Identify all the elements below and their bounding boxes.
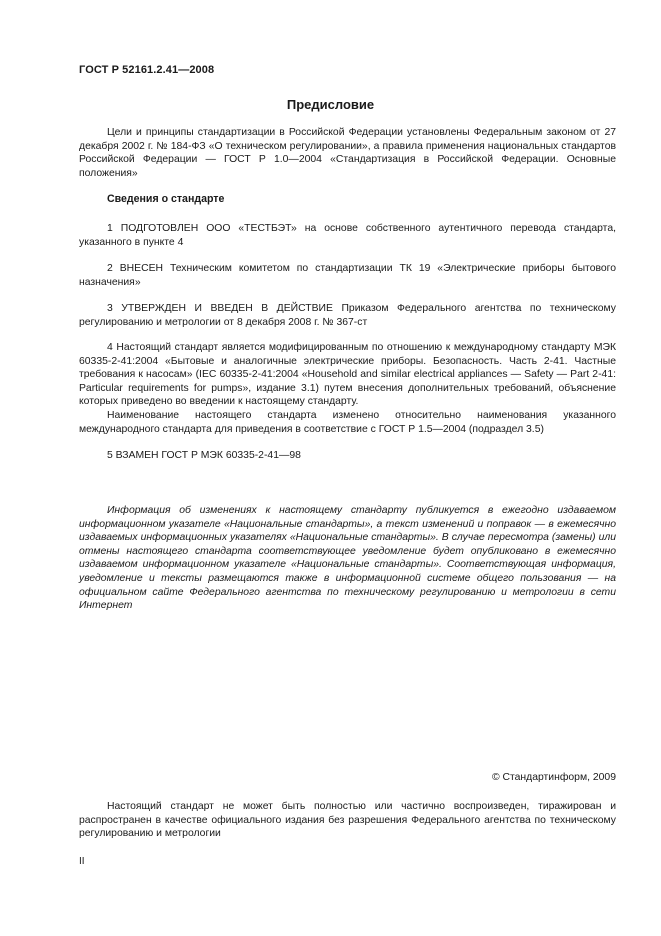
page-number: II [79,856,85,867]
copyright-line: © Стандартинформ, 2009 [491,772,616,783]
info-item-5: 5 ВЗАМЕН ГОСТ Р МЭК 60335-2-41—98 [107,450,301,461]
info-item-3: 3 УТВЕРЖДЕН И ВВЕДЕН В ДЕЙСТВИЕ Приказом Федерального агентства по техническому регулированию и метрологии от 8 декабря 2008 г. № 367-ст [79,303,616,328]
preface-title: Предисловие [286,97,375,112]
info-item-4-note: Наименование настоящего стандарта изменено относительно наименования указанного международного стандарта для приведения в соответствие с ГОСТ Р 1.5—2004 (подраздел 3.5) [79,410,616,435]
changes-information-paragraph: Информация об изменениях к настоящему стандарту публикуется в ежегодно издаваемом информационном указателе «Национальные стандарты», а текст изменений и поправок — в ежемесячно издаваемых информационных указателях «Национальные стандарты». В случае пересмотра (замены) или отмены настоящего стандарта соответствующее уведомление будет опубликовано в ежемесячно издаваемом информационном указателе «Национальные стандарты». Соответствующая информация, уведомление и тексты размещаются также в информационной системе общего пользования — на официальном сайте Федерального агентства по техническому регулированию и метрологии в сети Интернет [79,505,616,612]
reproduction-notice-paragraph: Настоящий стандарт не может быть полностью или частично воспроизведен, тиражирован и распространен в качестве официального издания без разрешения Федерального агентства по техническому регулированию и метрологии [79,801,616,840]
info-item-2: 2 ВНЕСЕН Техническим комитетом по стандартизации ТК 19 «Электрические приборы бытового назначения» [79,263,616,288]
info-item-1: 1 ПОДГОТОВЛЕН ООО «ТЕСТБЭТ» на основе собственного аутентичного перевода стандарта, указанного в пункте 4 [79,223,616,248]
preface-intro-paragraph: Цели и принципы стандартизации в Российской Федерации установлены Федеральным законом от 27 декабря 2002 г. № 184-ФЗ «О техническом регулировании», а правила применения национальных стандартов Российской Федерации — ГОСТ Р 1.0—2004 «Стандартизация в Российской Федерации. Основные положения» [79,127,616,179]
info-item-4: 4 Настоящий стандарт является модифицированным по отношению к международному стандарту МЭК 60335-2-41:2004 «Бытовые и аналогичные электрические приборы. Безопасность. Часть 2-41. Частные требования к насосам» (IEC 60335-2-41:2004 «Household and similar electrical appliances — Safety — Part 2-41: Particular requirements for pumps», издание 3.1) путем внесения дополнительных требований, объяснение которых приведено во введении к настоящему стандарту. [79,342,616,408]
standard-code-header: ГОСТ Р 52161.2.41—2008 [79,64,215,76]
standard-info-heading: Сведения о стандарте [107,193,225,205]
